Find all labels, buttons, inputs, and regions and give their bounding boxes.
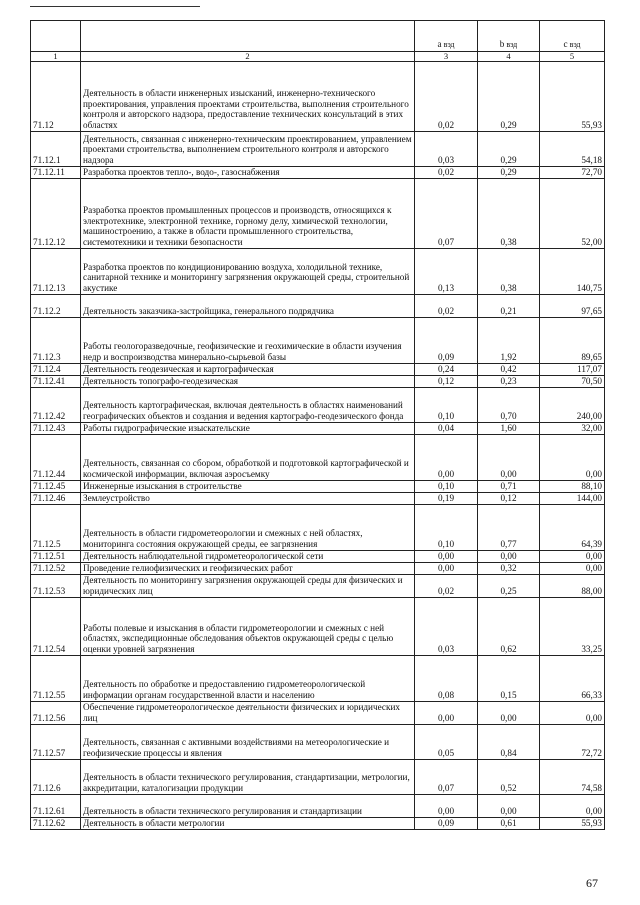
row-description: Деятельность, связанная с инженерно-техническим проектированием, управлением проектами строительства, выполнением строительного контроля и авторского надзора [81, 132, 415, 167]
column-number: 3 [415, 52, 478, 62]
table-row [31, 423, 605, 435]
row-code: 71.12.51 [31, 551, 81, 563]
row-a-value: 0,19 [415, 493, 478, 505]
header-b-label: b [499, 39, 505, 50]
row-code: 71.12.3 [31, 318, 81, 364]
table-row [31, 493, 605, 505]
row-code: 71.12.2 [31, 295, 81, 318]
row-a-value: 0,02 [415, 575, 478, 598]
row-b-value: 0,00 [478, 702, 540, 725]
row-c-value: 72,72 [540, 725, 605, 760]
row-description: Деятельность наблюдательной гидрометеорологической сети [81, 551, 415, 563]
header-code [31, 21, 81, 52]
row-c-value: 0,00 [540, 435, 605, 481]
row-c-value: 88,10 [540, 481, 605, 493]
row-code: 71.12.5 [31, 505, 81, 551]
header-b [478, 21, 540, 52]
table-row [31, 295, 605, 318]
row-b-value: 0,00 [478, 551, 540, 563]
row-b-value: 0,42 [478, 364, 540, 376]
row-b-value: 0,38 [478, 249, 540, 295]
row-a-value: 0,24 [415, 364, 478, 376]
row-a-value: 0,12 [415, 376, 478, 388]
row-c-value: 66,33 [540, 656, 605, 702]
table-row [31, 598, 605, 656]
row-a-value: 0,10 [415, 388, 478, 423]
row-c-value: 88,00 [540, 575, 605, 598]
row-description: Деятельность в области инженерных изысканий, инженерно-технического проектирования, управления проектами строительства, выполнения строительного контроля и авторского надзора, предоставление технических консультаций в этих областях [81, 62, 415, 132]
table-row [31, 702, 605, 725]
row-code: 71.12.4 [31, 364, 81, 376]
row-b-value: 0,77 [478, 505, 540, 551]
row-description: Деятельность по мониторингу загрязнения окружающей среды для физических и юридических лиц [81, 575, 415, 598]
row-c-value: 52,00 [540, 179, 605, 249]
row-b-value: 0,21 [478, 295, 540, 318]
row-c-value: 144,00 [540, 493, 605, 505]
row-c-value: 0,00 [540, 563, 605, 575]
row-a-value: 0,08 [415, 656, 478, 702]
header-b-sub: вэд [506, 40, 518, 50]
row-description: Деятельность в области технического регулирования, стандартизации, метрологии, аккредитации, каталогизации продукции [81, 760, 415, 795]
table-row [31, 318, 605, 364]
column-number: 1 [31, 52, 81, 62]
row-c-value: 240,00 [540, 388, 605, 423]
row-b-value: 0,52 [478, 760, 540, 795]
row-b-value: 1,60 [478, 423, 540, 435]
row-b-value: 0,00 [478, 435, 540, 481]
row-c-value: 117,07 [540, 364, 605, 376]
row-b-value: 0,32 [478, 563, 540, 575]
row-b-value: 0,29 [478, 167, 540, 179]
row-description: Деятельность картографическая, включая деятельность в областях наименований географических объектов и создания и ведения картографо-геодезического фонда [81, 388, 415, 423]
header-a-label: a [437, 39, 442, 50]
row-description: Деятельность заказчика-застройщика, генерального подрядчика [81, 295, 415, 318]
row-c-value: 55,93 [540, 62, 605, 132]
row-description: Работы гидрографические изыскательские [81, 423, 415, 435]
header-c-sub: вэд [569, 40, 581, 50]
row-code: 71.12.43 [31, 423, 81, 435]
row-description: Деятельность в области метрологии [81, 818, 415, 830]
row-code: 71.12.45 [31, 481, 81, 493]
row-c-value: 33,25 [540, 598, 605, 656]
table-row [31, 167, 605, 179]
row-code: 71.12.13 [31, 249, 81, 295]
header-c-label: c [563, 39, 568, 50]
row-description: Разработка проектов тепло-, водо-, газоснабжения [81, 167, 415, 179]
row-c-value: 0,00 [540, 795, 605, 818]
row-a-value: 0,03 [415, 132, 478, 167]
row-description: Землеустройство [81, 493, 415, 505]
column-number: 2 [81, 52, 415, 62]
table-row [31, 505, 605, 551]
row-a-value: 0,05 [415, 725, 478, 760]
table-row [31, 656, 605, 702]
row-a-value: 0,03 [415, 598, 478, 656]
table-row [31, 388, 605, 423]
row-a-value: 0,10 [415, 505, 478, 551]
row-description: Обеспечение гидрометеорологическое деятельности физических и юридических лиц [81, 702, 415, 725]
row-b-value: 1,92 [478, 318, 540, 364]
header-row [31, 21, 605, 52]
row-c-value: 74,58 [540, 760, 605, 795]
row-b-value: 0,12 [478, 493, 540, 505]
row-b-value: 0,61 [478, 818, 540, 830]
row-a-value: 0,00 [415, 551, 478, 563]
table-row [31, 551, 605, 563]
page-number: 67 [586, 876, 598, 890]
row-a-value: 0,09 [415, 818, 478, 830]
row-a-value: 0,02 [415, 62, 478, 132]
row-code: 71.12.55 [31, 656, 81, 702]
table-row [31, 249, 605, 295]
row-c-value: 97,65 [540, 295, 605, 318]
row-a-value: 0,10 [415, 481, 478, 493]
row-c-value: 0,00 [540, 702, 605, 725]
row-description: Деятельность по обработке и предоставлению гидрометеорологической информации органам государственной власти и населению [81, 656, 415, 702]
row-b-value: 0,84 [478, 725, 540, 760]
row-c-value: 70,50 [540, 376, 605, 388]
row-b-value: 0,29 [478, 132, 540, 167]
column-number-row [31, 52, 605, 62]
row-description: Разработка проектов по кондиционированию воздуха, холодильной технике, санитарной технике и мониторингу загрязнения окружающей среды, строительной акустике [81, 249, 415, 295]
row-a-value: 0,00 [415, 702, 478, 725]
table-row [31, 364, 605, 376]
row-c-value: 89,65 [540, 318, 605, 364]
row-code: 71.12 [31, 62, 81, 132]
row-description: Деятельность в области гидрометеорологии и смежных с ней областях, мониторинга состояния окружающей среды, ее загрязнения [81, 505, 415, 551]
row-description: Деятельность, связанная с активными воздействиями на метеорологические и геофизические процессы и явления [81, 725, 415, 760]
row-a-value: 0,07 [415, 179, 478, 249]
row-a-value: 0,00 [415, 435, 478, 481]
row-code: 71.12.42 [31, 388, 81, 423]
row-code: 71.12.61 [31, 795, 81, 818]
row-c-value: 64,39 [540, 505, 605, 551]
row-code: 71.12.44 [31, 435, 81, 481]
row-b-value: 0,23 [478, 376, 540, 388]
header-a [415, 21, 478, 52]
row-code: 71.12.53 [31, 575, 81, 598]
table-row [31, 179, 605, 249]
row-code: 71.12.11 [31, 167, 81, 179]
row-a-value: 0,02 [415, 295, 478, 318]
table-row [31, 481, 605, 493]
row-a-value: 0,02 [415, 167, 478, 179]
row-a-value: 0,07 [415, 760, 478, 795]
row-description: Деятельность в области технического регулирования и стандартизации [81, 795, 415, 818]
row-code: 71.12.62 [31, 818, 81, 830]
row-description: Инженерные изыскания в строительстве [81, 481, 415, 493]
row-b-value: 0,29 [478, 62, 540, 132]
row-code: 71.12.41 [31, 376, 81, 388]
row-description: Работы геологоразведочные, геофизические и геохимические в области изучения недр и воспроизводства минерально-сырьевой базы [81, 318, 415, 364]
table-row [31, 725, 605, 760]
row-code: 71.12.6 [31, 760, 81, 795]
row-c-value: 54,18 [540, 132, 605, 167]
table-row [31, 818, 605, 830]
table-row [31, 563, 605, 575]
header-a-sub: вэд [443, 40, 455, 50]
row-code: 71.12.12 [31, 179, 81, 249]
row-code: 71.12.57 [31, 725, 81, 760]
row-description: Работы полевые и изыскания в области гидрометеорологии и смежных с ней областях, экспедиционные обследования объектов окружающей среды с целью оценки уровней загрязнения [81, 598, 415, 656]
row-a-value: 0,04 [415, 423, 478, 435]
row-description: Проведение гелиофизических и геофизических работ [81, 563, 415, 575]
table-row [31, 760, 605, 795]
row-a-value: 0,13 [415, 249, 478, 295]
row-c-value: 140,75 [540, 249, 605, 295]
row-a-value: 0,09 [415, 318, 478, 364]
row-code: 71.12.52 [31, 563, 81, 575]
table-row [31, 795, 605, 818]
row-description: Деятельность, связанная со сбором, обработкой и подготовкой картографической и космической информации, включая аэросъемку [81, 435, 415, 481]
row-a-value: 0,00 [415, 563, 478, 575]
table-row [31, 435, 605, 481]
row-description: Деятельность топографо-геодезическая [81, 376, 415, 388]
row-b-value: 0,00 [478, 795, 540, 818]
row-description: Разработка проектов промышленных процессов и производств, относящихся к электротехнике, электронной технике, горному делу, химической технологии, машиностроению, а также в области промышленного строительства, системотехники и техники безопасности [81, 179, 415, 249]
table-row [31, 575, 605, 598]
column-number: 5 [540, 52, 605, 62]
row-b-value: 0,70 [478, 388, 540, 423]
coefficients-table [30, 20, 605, 830]
row-code: 71.12.1 [31, 132, 81, 167]
row-description: Деятельность геодезическая и картографическая [81, 364, 415, 376]
header-c [540, 21, 605, 52]
row-code: 71.12.54 [31, 598, 81, 656]
row-b-value: 0,15 [478, 656, 540, 702]
row-c-value: 55,93 [540, 818, 605, 830]
row-b-value: 0,38 [478, 179, 540, 249]
row-c-value: 0,00 [540, 551, 605, 563]
row-b-value: 0,71 [478, 481, 540, 493]
row-code: 71.12.56 [31, 702, 81, 725]
column-number: 4 [478, 52, 540, 62]
table-row [31, 132, 605, 167]
row-a-value: 0,00 [415, 795, 478, 818]
top-rule [30, 6, 200, 7]
row-b-value: 0,62 [478, 598, 540, 656]
header-description [81, 21, 415, 52]
row-code: 71.12.46 [31, 493, 81, 505]
table-row [31, 62, 605, 132]
row-b-value: 0,25 [478, 575, 540, 598]
row-c-value: 32,00 [540, 423, 605, 435]
table-row [31, 376, 605, 388]
row-c-value: 72,70 [540, 167, 605, 179]
